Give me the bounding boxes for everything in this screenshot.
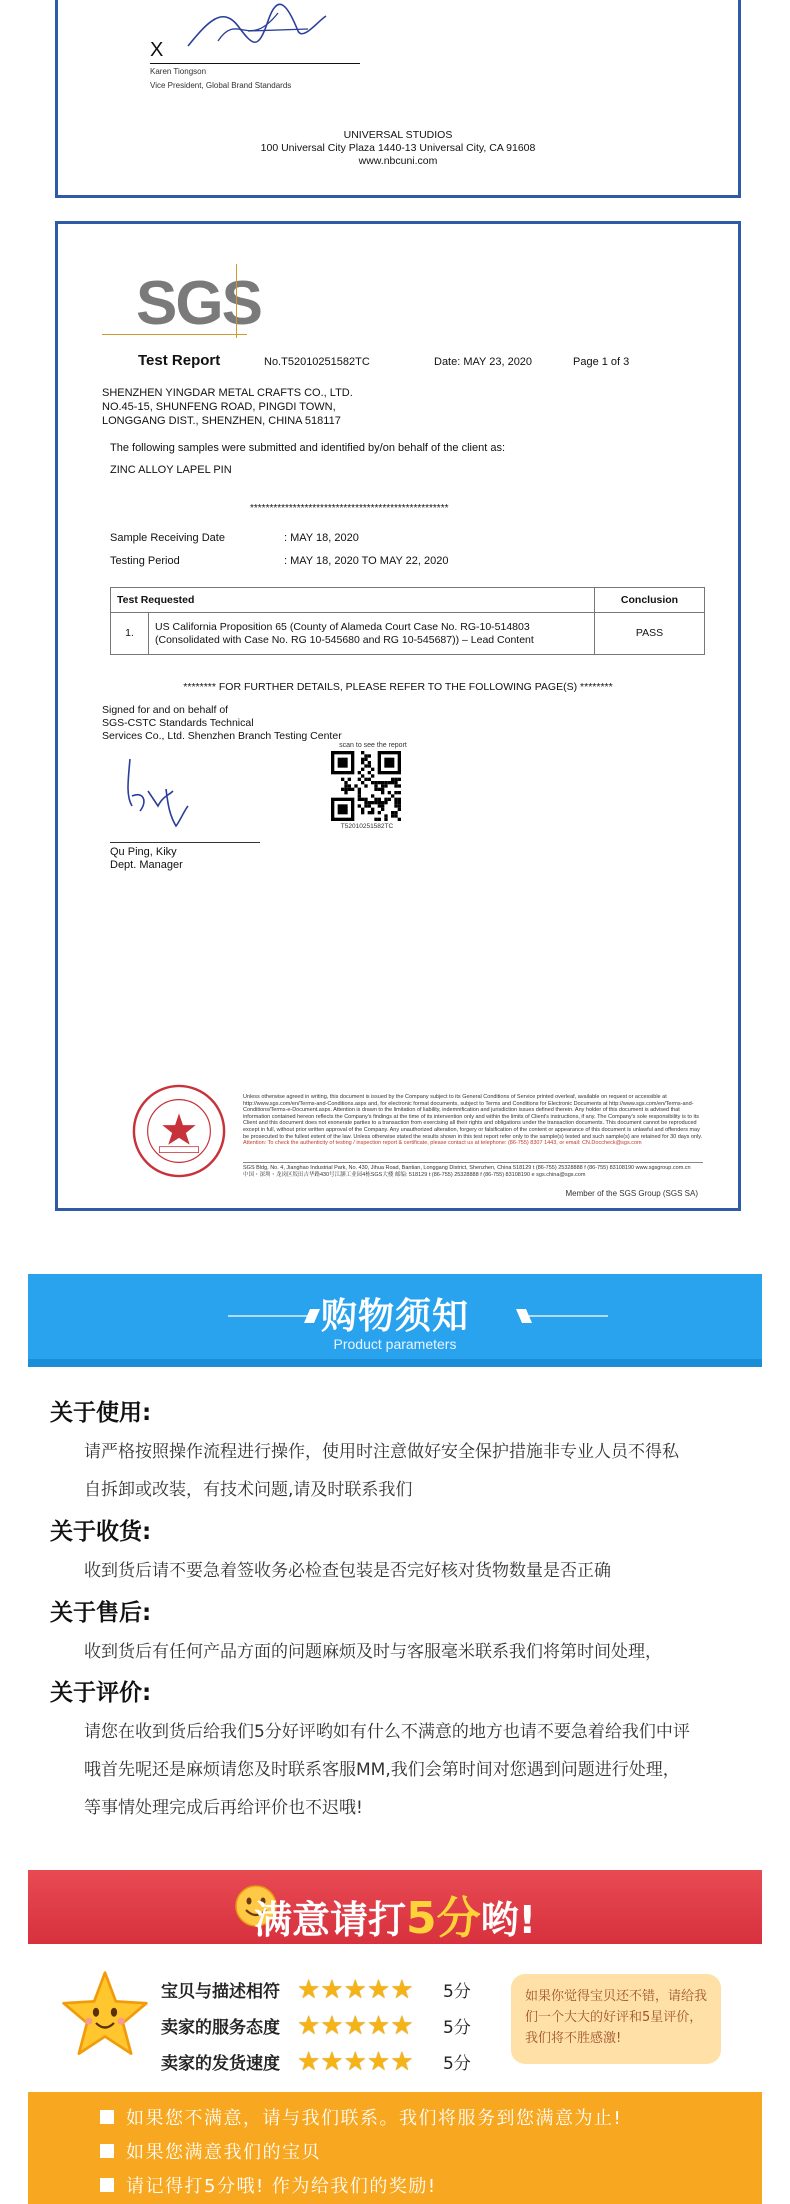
karen-signature-image xyxy=(178,1,328,61)
signature-line xyxy=(150,63,360,64)
manager-name: Qu Ping, Kiky xyxy=(110,846,177,858)
bullet-square-icon xyxy=(100,2144,114,2158)
closing-line xyxy=(100,2138,321,2164)
studio-web: www.nbcuni.com xyxy=(358,155,438,167)
section-heading-aftersale: 关于售后: xyxy=(50,1600,152,1626)
closing-line xyxy=(100,2104,622,2130)
signed-line: SGS-CSTC Standards Technical xyxy=(102,717,254,729)
rating-area xyxy=(28,1944,762,2092)
receiving-label: Sample Receiving Date xyxy=(110,532,225,544)
report-title: Test Report xyxy=(138,352,221,369)
fine-print-text: Unless otherwise agreed in writing, this document is issued by the Company subject to its General Conditions of Service printed overleaf, available on request or accessible at http://www.sgs.com/en/Terms-and-Conditions.aspx and, for electronic format documents, subject to Terms and Conditions for Electronic Documents at http://www.sgs.com/en/Terms-and-Conditions/Terms-e-Document.aspx. Attention is drawn to the limitation of liability, indemnification and jurisdiction issues defined therein. Any holder of this document is advised that information contained hereon reflects the Company's findings at the time of its intervention only and within the limits of Client's instructions, if any. The Company's sole responsibility is to its Client and this document does not exonerate parties to a transaction from exercising all their rights and obligations under the transaction documents. This document cannot be reproduced except in full, without prior written approval of the Company. Any unauthorized alteration, forgery or falsification of the content or appearance of this document is unlawful and offenders may be prosecuted to the fullest extent of the law. Unless otherwise stated the results shown in this test report refer only to the sample(s) tested and such sample(s) are retained for 30 days only. xyxy=(243,1094,703,1140)
period-label: Testing Period xyxy=(110,555,180,567)
rating-row xyxy=(161,2044,471,2078)
company-line: NO.45-15, SHUNFENG ROAD, PINGDI TOWN, xyxy=(102,401,336,413)
company-line: LONGGANG DIST., SHENZHEN, CHINA 518117 xyxy=(102,415,341,427)
section-text-review xyxy=(84,1713,744,1827)
closing-line-text: 如果您满意我们的宝贝 xyxy=(126,2142,321,2163)
star-rating-icons[interactable]: ★★★★★ xyxy=(297,2045,414,2076)
rating-title-after: 哟! xyxy=(480,1898,536,1942)
row-number: 1. xyxy=(111,613,149,655)
sgs-footer xyxy=(243,1162,703,1179)
fine-print xyxy=(243,1094,703,1147)
star-rating-icons[interactable]: ★★★★★ xyxy=(297,1973,414,2004)
notice-banner xyxy=(28,1274,762,1367)
rating-row xyxy=(161,2008,471,2042)
signed-line: Services Co., Ltd. Shenzhen Branch Testing Center xyxy=(102,730,342,742)
signature-x-mark: X xyxy=(150,39,164,61)
rating-score: 5分 xyxy=(443,1981,471,2002)
row-test-line: (Consolidated with Case No. RG 10-545680 and RG 10-545687)) – Lead Content xyxy=(155,633,534,646)
rating-row xyxy=(161,1972,471,2006)
further-details: ******** FOR FURTHER DETAILS, PLEASE REFER TO THE FOLLOWING PAGE(S) ******** xyxy=(183,681,613,693)
rating-label: 卖家的发货速度 xyxy=(161,2053,280,2074)
section-line: 收到货后请不要急着签收务必检查包装是否完好核对货物数量是否正确 xyxy=(84,1561,611,1581)
rating-label: 卖家的服务态度 xyxy=(161,2017,280,2038)
report-number: No.T52010251582TC xyxy=(264,356,370,368)
company-line: SHENZHEN YINGDAR METAL CRAFTS CO., LTD. xyxy=(102,387,353,399)
bullet-square-icon xyxy=(100,2110,114,2124)
star-rating-icons[interactable]: ★★★★★ xyxy=(297,2009,414,2040)
report-date: Date: MAY 23, 2020 xyxy=(434,356,533,368)
rating-banner xyxy=(28,1870,762,1944)
banner-deco-right-icon xyxy=(508,1309,608,1323)
footer-line: 中国・深圳・龙岗区坂田吉华路430号江灏工业园4栋SGS大楼 邮编: 518129 t (86-755) 25328888 f (86-755) 83108190 e sgs.china@sgs.com xyxy=(243,1172,586,1178)
sample-name: ZINC ALLOY LAPEL PIN xyxy=(110,464,232,476)
section-line: 请您在收到货后给我们5分好评哟如有什么不满意的地方也请不要急着给我们中评 xyxy=(84,1722,690,1742)
row-conclusion: PASS xyxy=(595,613,705,655)
signed-line: Signed for and on behalf of xyxy=(102,704,229,716)
qr-caption: scan to see the report xyxy=(339,742,407,749)
rating-score: 5分 xyxy=(443,2017,471,2038)
notice-subtitle: Product parameters xyxy=(333,1336,457,1352)
sgs-logo-vline xyxy=(236,264,237,338)
sgs-red-stamp-image xyxy=(130,1082,228,1180)
banner-bottom-strip xyxy=(28,1359,762,1367)
test-table xyxy=(110,587,705,655)
section-line: 自拆卸或改装，有技术问题,请及时联系我们 xyxy=(84,1480,413,1500)
cartoon-star-icon xyxy=(60,1969,150,2059)
separator-stars: *************************************************** xyxy=(250,503,449,514)
section-text-receipt xyxy=(84,1552,744,1590)
client-company xyxy=(102,386,353,428)
report-page: Page 1 of 3 xyxy=(573,356,630,368)
header-test-requested: Test Requested xyxy=(111,588,595,613)
section-heading-usage: 关于使用: xyxy=(50,1400,152,1426)
sgs-logo-hline xyxy=(102,334,247,335)
studio-block xyxy=(58,129,738,168)
bullet-square-icon xyxy=(100,2178,114,2192)
section-text-usage xyxy=(84,1433,744,1509)
rating-title xyxy=(28,1882,762,1946)
receiving-value: : MAY 18, 2020 xyxy=(284,532,359,544)
section-line: 等事情处理完成后再给评价也不迟哦! xyxy=(84,1798,363,1818)
closing-line xyxy=(100,2172,437,2198)
studio-address: 100 Universal City Plaza 1440-13 Universal City, CA 91608 xyxy=(260,142,536,154)
closing-box xyxy=(28,2092,762,2204)
kiky-signature-image xyxy=(118,751,198,831)
praise-bubble: 如果你觉得宝贝还不错，请给我们一个大大的好评和5星评价，我们将不胜感激! xyxy=(511,1974,721,2064)
header-conclusion: Conclusion xyxy=(595,588,705,613)
rating-label: 宝贝与描述相符 xyxy=(161,1981,280,2002)
section-line: 请严格按照操作流程进行操作，使用时注意做好安全保护措施非专业人员不得私 xyxy=(84,1442,679,1462)
signer-name: Karen Tiongson xyxy=(150,67,207,76)
closing-line-text: 请记得打5分哦! 作为给我们的奖励! xyxy=(126,2176,437,2197)
sgs-member: Member of the SGS Group (SGS SA) xyxy=(565,1189,698,1198)
section-heading-receipt: 关于收货: xyxy=(50,1519,152,1545)
section-line: 哦首先呢还是麻烦请您及时联系客服MM,我们会第时间对您遇到问题进行处理， xyxy=(84,1760,680,1780)
notice-title: 购物须知 xyxy=(320,1296,469,1337)
fine-print-attention: Attention: To check the authenticity of testing / inspection report & certificate, please contact us at telephone: (86-755) 8307 1443, or email: CN.Doccheck@sgs.com xyxy=(243,1140,642,1147)
section-text-aftersale xyxy=(84,1633,744,1671)
rating-title-before: 满意请打 xyxy=(254,1898,407,1942)
signed-block xyxy=(102,704,342,743)
samples-intro: The following samples were submitted and identified by/on behalf of the client as: xyxy=(110,442,506,454)
row-test-line: US California Proposition 65 (County of Alameda Court Case No. RG-10-514803 xyxy=(155,620,530,633)
table-row xyxy=(111,613,705,655)
sgs-test-report xyxy=(55,221,741,1211)
section-line: 收到货后有任何产品方面的问题麻烦及时与客服毫米联系我们将第时间处理， xyxy=(84,1642,662,1662)
period-value: : MAY 18, 2020 TO MAY 22, 2020 xyxy=(284,555,449,567)
footer-line: SGS Bldg, No. 4, Jianghao Industrial Park, No. 430, Jihua Road, Bantian, Longgang District, Shenzhen, China 518129 t (86-755) 25328888 f (86-755) 83108190 www.sgsgroup.com.cn xyxy=(243,1165,691,1171)
manager-title: Dept. Manager xyxy=(110,859,183,871)
manager-signature-line xyxy=(110,842,260,843)
row-test xyxy=(149,613,595,655)
qr-code-image xyxy=(331,751,401,821)
closing-line-text: 如果您不满意，请与我们联系。我们将服务到您满意为止! xyxy=(126,2108,623,2129)
section-heading-review: 关于评价: xyxy=(50,1680,152,1706)
rating-title-five: 5分 xyxy=(406,1893,481,1944)
manager-block xyxy=(110,846,183,872)
qr-code-text: T52010251582TC xyxy=(340,823,394,830)
universal-certificate xyxy=(55,0,741,198)
signer-title: Vice President, Global Brand Standards xyxy=(150,81,292,90)
sgs-logo: SGS xyxy=(136,269,261,338)
studio-name: UNIVERSAL STUDIOS xyxy=(343,129,453,141)
rating-score: 5分 xyxy=(443,2053,471,2074)
